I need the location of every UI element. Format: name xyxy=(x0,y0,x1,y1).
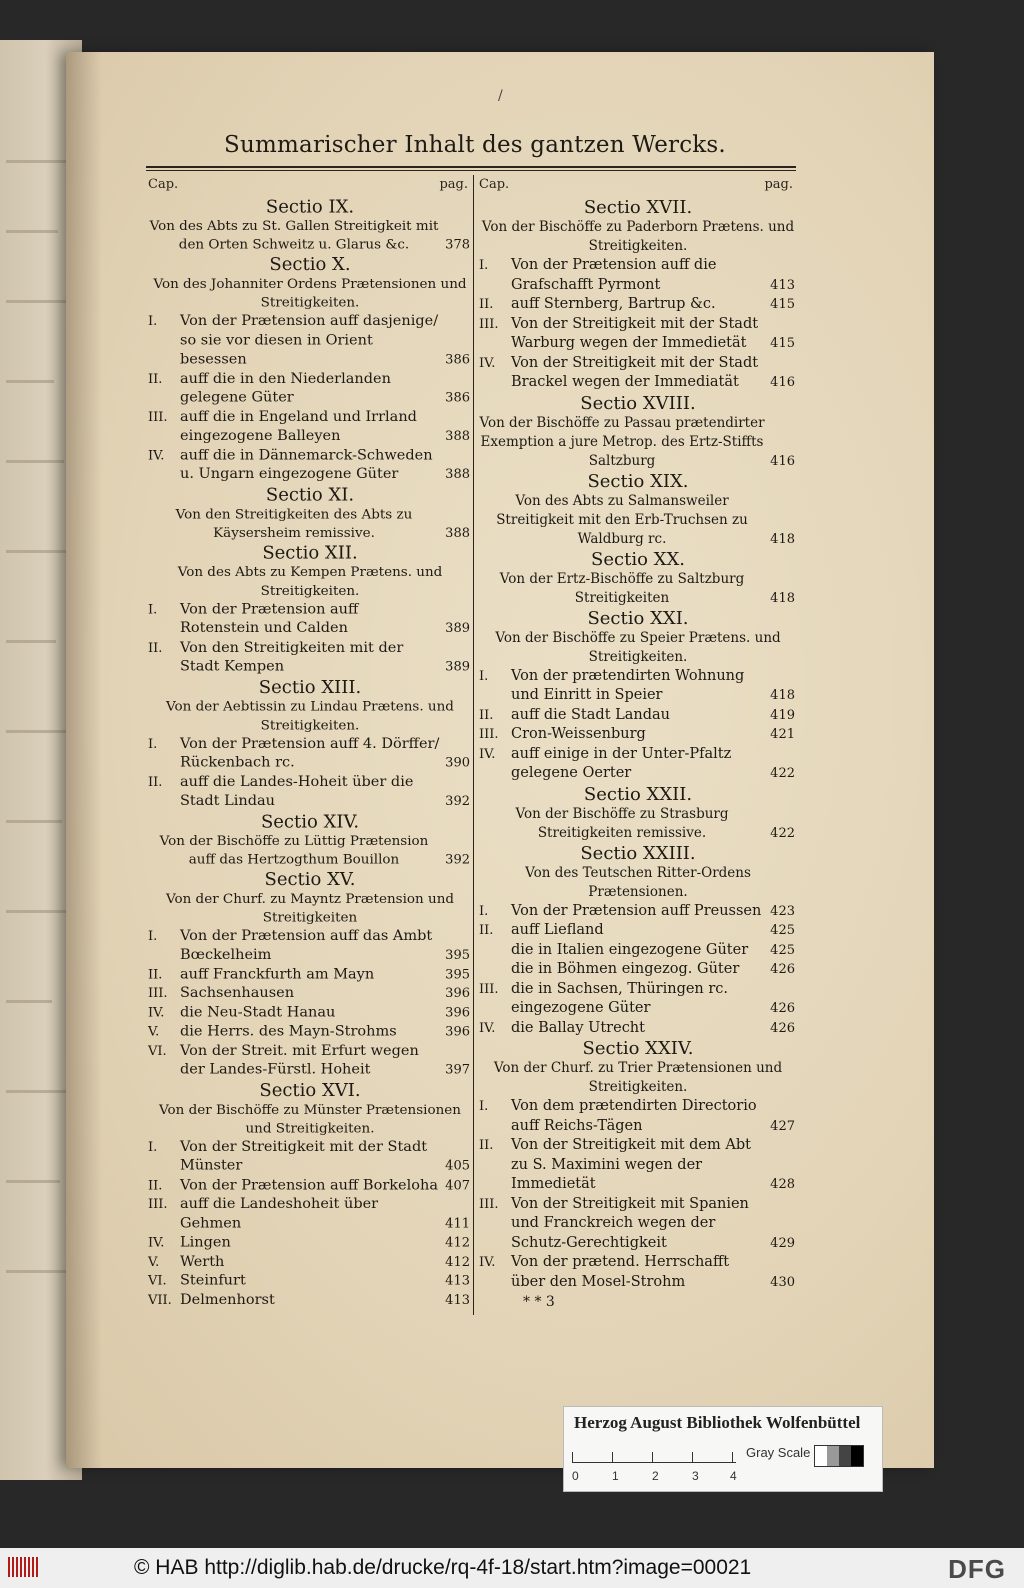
entry-numeral: II. xyxy=(148,774,163,790)
entry-numeral: I. xyxy=(148,602,158,617)
page-number: 412 xyxy=(445,1254,470,1270)
entry-text: Von der Prætension auff die Grafschafft Pyrmont xyxy=(511,257,717,293)
section-heading: Sectio XXII. xyxy=(583,783,693,805)
section-description xyxy=(477,864,799,902)
entry-text: auff Sternberg, Bartrup &c. xyxy=(511,296,716,312)
pag-label: pag. xyxy=(764,177,793,192)
page-number: 422 xyxy=(770,825,795,841)
entry-text: Von der Aebtissin zu Lindau Prætens. und Streitigkeiten. xyxy=(166,698,454,733)
entry-text: Von den Streitigkeiten mit der Stadt Kempen xyxy=(180,639,404,675)
entry-text: auff die Landeshoheit über Gehmen xyxy=(180,1196,379,1232)
toc-entry xyxy=(477,667,799,706)
toc-entry xyxy=(146,1253,474,1272)
toc-entry xyxy=(477,1019,799,1039)
entry-numeral: I. xyxy=(479,258,489,273)
heading-rule-thin xyxy=(146,170,796,171)
section-heading: Sectio XV. xyxy=(264,869,356,890)
ruler-number: 2 xyxy=(652,1469,659,1483)
toc-entry xyxy=(477,1136,799,1195)
page-number: 386 xyxy=(445,352,470,368)
page-number: 412 xyxy=(445,1235,470,1251)
toc-entry xyxy=(146,408,474,446)
toc-entry xyxy=(477,706,799,726)
entry-text: Von der Prætension auff das Ambt Bœckelheim xyxy=(180,927,433,963)
entry-text: auff die Stadt Landau xyxy=(511,706,671,723)
hab-logo-icon xyxy=(8,1557,40,1581)
toc-entry xyxy=(146,1138,474,1176)
page-number: 429 xyxy=(770,1235,795,1251)
page-number: 413 xyxy=(445,1273,470,1289)
entry-numeral: II. xyxy=(148,640,163,656)
toc-entry xyxy=(146,1291,474,1310)
toc-entry xyxy=(146,1233,474,1252)
toc-entry xyxy=(477,1097,799,1136)
section-description xyxy=(146,275,474,312)
column-header xyxy=(477,175,799,197)
page-number: 392 xyxy=(445,852,470,868)
toc-entry xyxy=(146,639,474,677)
section-description xyxy=(477,492,799,549)
cap-label: Cap. xyxy=(148,176,179,192)
toc-entry xyxy=(146,370,474,408)
toc-entry xyxy=(146,735,474,773)
section-heading: Sectio XIII. xyxy=(258,676,362,698)
toc-entry xyxy=(477,315,799,354)
page-number: 386 xyxy=(445,390,470,406)
signature-mark: * * 3 xyxy=(523,1294,555,1310)
section-description xyxy=(146,563,474,600)
section-description xyxy=(477,218,799,256)
entry-text: Von der prætendirten Wohnung und Einritt in Speier xyxy=(511,667,745,703)
page-number: 388 xyxy=(445,467,470,483)
toc-entry xyxy=(477,256,799,295)
cap-label: Cap. xyxy=(479,177,510,192)
entry-numeral: III. xyxy=(479,1196,499,1212)
library-label-title: Herzog August Bibliothek Wolfenbüttel xyxy=(574,1413,861,1432)
gutter-shadow xyxy=(66,52,102,1468)
entry-numeral: I. xyxy=(479,668,489,684)
page-number: 418 xyxy=(770,590,795,606)
entry-text: auff die in Dännemarck-Schweden u. Ungarn eingezogene Güter xyxy=(180,447,433,483)
entry-numeral: III. xyxy=(479,316,499,332)
section-description xyxy=(477,414,799,471)
entry-numeral: V. xyxy=(148,1254,160,1270)
entry-text: Von des Abts zu Salmansweiler Streitigkeit mit den Erb-Truchsen zu Waldburg rc. xyxy=(496,492,748,547)
entry-text: Von des Johanniter Ordens Prætensionen und Streitigkeiten. xyxy=(153,276,467,311)
entry-numeral: I. xyxy=(479,903,489,919)
page-number: 396 xyxy=(445,1005,470,1021)
page-number: 389 xyxy=(445,621,470,637)
toc-entry xyxy=(146,1023,474,1042)
entry-numeral: III. xyxy=(479,727,499,742)
entry-numeral: IV. xyxy=(148,1005,165,1021)
entry-text: Werth xyxy=(180,1253,225,1270)
entry-numeral: IV. xyxy=(479,746,496,762)
section-description xyxy=(146,505,474,542)
entry-numeral: II. xyxy=(148,1178,163,1193)
entry-text: die in Sachsen, Thüringen rc. eingezogene Güter xyxy=(511,980,729,1016)
section-description xyxy=(477,1059,799,1097)
entry-numeral: II. xyxy=(479,707,494,723)
toc-entry xyxy=(477,1195,799,1254)
entry-numeral: IV. xyxy=(148,1235,165,1251)
ruler-number: 1 xyxy=(612,1469,619,1483)
section-heading: Sectio XIV. xyxy=(260,811,360,832)
page-number: 426 xyxy=(770,1001,795,1016)
page-number: 416 xyxy=(770,375,795,390)
toc-entry xyxy=(146,600,474,638)
gray-scale-label: Gray Scale xyxy=(746,1445,811,1460)
entry-text: Von der Streitigkeit mit dem Abt zu S. Maximini wegen der Immedietät xyxy=(511,1137,751,1192)
entry-text: die Neu-Stadt Hanau xyxy=(180,1004,336,1021)
entry-text: Steinfurt xyxy=(180,1272,246,1289)
entry-numeral: II. xyxy=(479,297,494,312)
entry-text: Von des Abts zu St. Gallen Streitigkeit mit den Orten Schweitz u. Glarus &c. xyxy=(149,218,439,253)
toc-entry xyxy=(477,1253,799,1292)
page-number: 418 xyxy=(770,688,795,703)
entry-text: die Ballay Utrecht xyxy=(511,1019,645,1036)
page-number: 419 xyxy=(770,707,795,723)
top-mark: / xyxy=(498,88,503,104)
left-entries xyxy=(146,197,474,1310)
entry-numeral: III. xyxy=(148,1197,168,1212)
right-column xyxy=(477,175,799,1310)
entry-numeral: III. xyxy=(148,409,168,425)
page-number: 397 xyxy=(445,1062,470,1078)
entry-text: Von der Prætension auff 4. Dörffer/ Rückenbach rc. xyxy=(180,735,440,771)
page-number: 405 xyxy=(445,1158,470,1174)
page-number: 415 xyxy=(770,297,795,312)
entry-text: Von der Bischöffe zu Lüttig Prætension auff das Hertzogthum Bouillon xyxy=(159,832,429,868)
entry-numeral: VII. xyxy=(148,1292,172,1308)
section-heading: Sectio XXIV. xyxy=(582,1038,694,1059)
section-heading: Sectio X. xyxy=(269,254,351,276)
page-number: 426 xyxy=(770,962,795,977)
section-description xyxy=(146,832,474,869)
section-description xyxy=(146,1101,474,1138)
right-entries xyxy=(477,197,799,1292)
page-number: 388 xyxy=(445,525,470,541)
toc-entry xyxy=(146,1176,474,1195)
toc-entry xyxy=(146,1272,474,1291)
toc-entry xyxy=(146,773,474,811)
section-description xyxy=(146,217,474,254)
heading-rule xyxy=(146,166,796,168)
toc-entry xyxy=(477,354,799,393)
page-number: 389 xyxy=(445,659,470,675)
toc-entry xyxy=(477,902,799,922)
entry-numeral: I. xyxy=(148,1139,158,1155)
entry-text: Von der Bischöffe zu Strasburg Streitigkeiten remissive. xyxy=(515,805,729,841)
entry-numeral: IV. xyxy=(479,1255,496,1270)
column-header xyxy=(146,175,474,197)
page-number: 426 xyxy=(770,1020,795,1036)
toc-entry xyxy=(146,1195,474,1233)
page-number: 413 xyxy=(770,277,795,293)
section-heading: Sectio XVII. xyxy=(583,197,693,218)
entry-text: Von der prætend. Herrschafft über den Mosel-Strohm xyxy=(511,1254,730,1290)
toc-entry xyxy=(477,921,799,941)
entry-numeral: III. xyxy=(148,986,168,1002)
footer-copyright: © HAB http://diglib.hab.de/drucke/rq-4f-18/start.htm?image=00021 xyxy=(134,1556,752,1579)
entry-text: die in Italien eingezogene Güter xyxy=(511,941,749,958)
page-number: 422 xyxy=(770,766,795,781)
toc-entry xyxy=(146,965,474,984)
page-number: 430 xyxy=(770,1274,795,1290)
section-heading: Sectio XVI. xyxy=(259,1079,361,1101)
section-description xyxy=(146,890,474,927)
entry-numeral: III. xyxy=(479,981,499,997)
page-number: 423 xyxy=(770,903,795,919)
entry-text: Von der Streitigkeit mit Spanien und Franckreich wegen der Schutz-Gerechtigkeit xyxy=(511,1195,749,1251)
page-number: 413 xyxy=(445,1292,470,1308)
section-description xyxy=(477,629,799,667)
entry-text: Von der Bischöffe zu Münster Prætensionen und Streitigkeiten. xyxy=(159,1101,461,1136)
pag-label: pag. xyxy=(439,176,468,192)
toc-entry xyxy=(146,927,474,965)
section-heading: Sectio XX. xyxy=(591,548,685,570)
entry-text: auff einige in der Unter-Pfaltz gelegene Oerter xyxy=(511,745,732,781)
page-number: 395 xyxy=(445,948,470,963)
entry-text: Von des Abts zu Kempen Prætens. und Streitigkeiten. xyxy=(177,563,443,599)
entry-numeral: IV. xyxy=(479,1020,496,1036)
entry-numeral: II. xyxy=(479,1138,494,1153)
entry-numeral: II. xyxy=(148,967,163,982)
section-heading: Sectio XIX. xyxy=(587,470,689,492)
entry-numeral: VI. xyxy=(148,1273,167,1289)
entry-numeral: I. xyxy=(479,1099,489,1114)
page-number: 396 xyxy=(445,986,470,1002)
toc-entry xyxy=(477,941,799,961)
entry-numeral: II. xyxy=(148,371,163,387)
entry-text: Von der Churf. zu Trier Prætensionen und Streitigkeiten. xyxy=(493,1060,783,1095)
page-number: 425 xyxy=(770,923,795,938)
toc-entry xyxy=(146,446,474,484)
entry-text: Von der Streitigkeit mit der Stadt Münster xyxy=(180,1138,428,1174)
entry-text: Von den Streitigkeiten des Abts zu Käysersheim remissive. xyxy=(175,506,413,541)
page-number: 421 xyxy=(770,727,795,742)
section-description xyxy=(146,697,474,734)
entry-text: Von der Prætension auff dasjenige/ so sie vor diesen in Orient besessen xyxy=(180,313,439,368)
library-label xyxy=(563,1406,883,1492)
section-heading: Sectio XII. xyxy=(262,542,358,563)
page-heading: Summarischer Inhalt des gantzen Wercks. xyxy=(224,132,726,158)
section-heading: Sectio XVIII. xyxy=(580,392,696,414)
page-number: 411 xyxy=(445,1216,470,1232)
entry-text: Von der Streitigkeit mit der Stadt Brackel wegen der Immediatät xyxy=(511,354,759,390)
entry-text: Von der Prætension auff Preussen xyxy=(511,902,762,919)
section-heading: Sectio XXIII. xyxy=(580,842,696,864)
entry-numeral: IV. xyxy=(479,355,496,371)
section-description xyxy=(477,570,799,608)
entry-text: auff Liefland xyxy=(511,922,604,938)
section-description xyxy=(477,805,799,843)
page-number: 378 xyxy=(445,237,470,253)
gray-scale-swatch xyxy=(814,1445,864,1467)
page-number: 395 xyxy=(445,967,470,982)
entry-text: Von der Ertz-Bischöffe zu Saltzburg Streitigkeiten xyxy=(499,570,745,606)
ruler-number: 3 xyxy=(692,1469,699,1483)
footer-bar xyxy=(0,1548,1024,1588)
entry-text: Von dem prætendirten Directorio auff Reichs-Tägen xyxy=(511,1098,757,1134)
entry-text: Von der Bischöffe zu Paderborn Prætens. und Streitigkeiten. xyxy=(481,219,795,254)
entry-numeral: I. xyxy=(148,736,158,752)
section-heading: Sectio XXI. xyxy=(587,607,689,629)
entry-text: Sachsenhausen xyxy=(180,985,295,1002)
entry-numeral: I. xyxy=(148,314,158,330)
entry-numeral: IV. xyxy=(148,448,165,463)
toc-entry xyxy=(477,725,799,745)
toc-entry xyxy=(146,984,474,1003)
entry-text: Von der Streitigkeit mit der Stadt Warburg wegen der Immedietät xyxy=(511,315,759,351)
entry-numeral: V. xyxy=(148,1024,160,1040)
dfg-logo: DFG xyxy=(948,1554,1006,1584)
entry-text: Von der Prætension auff Rotenstein und Calden xyxy=(180,601,359,637)
page-number: 396 xyxy=(445,1024,470,1040)
toc-entry xyxy=(477,295,799,315)
toc-entry xyxy=(477,745,799,784)
entry-text: auff die in den Niederlanden gelegene Güter xyxy=(180,370,391,406)
entry-text: Von der Prætension auff Borkeloha xyxy=(180,1177,438,1193)
ruler-number: 4 xyxy=(730,1469,737,1483)
entry-text: auff die Landes-Hoheit über die Stadt Lindau xyxy=(180,773,414,809)
label-ruler xyxy=(572,1442,736,1463)
entry-text: Von der Bischöffe zu Passau prætendirter Exemption a jure Metrop. des Ertz-Stiffts Saltzburg xyxy=(479,414,765,469)
entry-numeral: VI. xyxy=(148,1043,167,1059)
entry-text: Delmenhorst xyxy=(180,1291,275,1308)
entry-text: Von der Streit. mit Erfurt wegen der Landes-Fürstl. Hoheit xyxy=(180,1042,419,1078)
entry-text: auff Franckfurth am Mayn xyxy=(180,966,375,982)
page-number: 428 xyxy=(770,1177,795,1192)
page-number: 427 xyxy=(770,1118,795,1134)
page-number: 390 xyxy=(445,755,470,771)
entry-text: Von der Churf. zu Mayntz Prætension und Streitigkeiten xyxy=(165,890,455,925)
section-heading: Sectio XI. xyxy=(265,484,355,506)
entry-numeral: I. xyxy=(148,928,158,944)
toc-entry xyxy=(146,1042,474,1080)
entry-numeral: II. xyxy=(479,923,494,938)
ruler-number: 0 xyxy=(572,1469,579,1483)
toc-entry xyxy=(146,1003,474,1022)
entry-text: die in Böhmen eingezog. Güter xyxy=(511,961,740,977)
page-number: 392 xyxy=(445,794,470,809)
toc-entry xyxy=(146,312,474,369)
page-number: 416 xyxy=(770,453,795,469)
entry-text: Lingen xyxy=(180,1234,231,1251)
page-number: 415 xyxy=(770,336,795,351)
entry-text: auff die in Engeland und Irrland eingezogene Balleyen xyxy=(180,408,417,444)
toc-entry xyxy=(477,960,799,980)
entry-text: die Herrs. des Mayn-Strohms xyxy=(180,1023,397,1040)
toc-entry xyxy=(477,980,799,1019)
page-number: 425 xyxy=(770,942,795,958)
entry-text: Von der Bischöffe zu Speier Prætens. und Streitigkeiten. xyxy=(495,629,781,665)
page-number: 388 xyxy=(445,429,470,444)
left-column xyxy=(146,175,474,1310)
section-heading: Sectio IX. xyxy=(265,196,355,218)
page-number: 407 xyxy=(445,1178,470,1193)
entry-text: Von des Teutschen Ritter-Ordens Prætensionen. xyxy=(525,864,751,900)
page-number: 418 xyxy=(770,531,795,547)
entry-text: Cron-Weissenburg xyxy=(511,726,646,742)
